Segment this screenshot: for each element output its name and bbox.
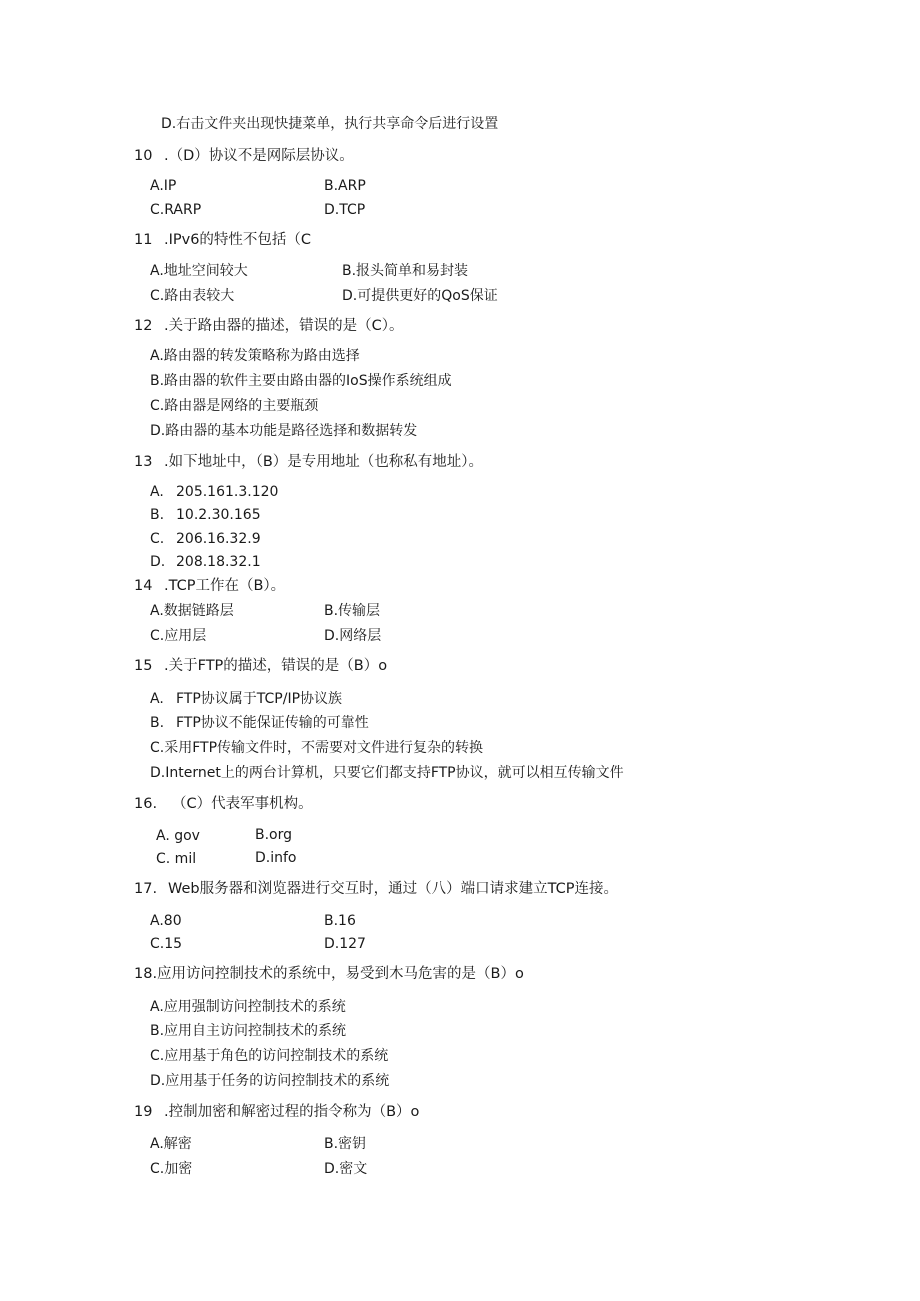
q12-option-b: B.路由器的软件主要由路由器的IoS操作系统组成 [150, 373, 452, 389]
q17-option-a: A.80 [150, 913, 182, 929]
question-number: 12 [134, 318, 153, 334]
option-value: FTP协议属于TCP/IP协议族 [176, 691, 343, 707]
question-text: .TCP工作在（B）。 [164, 578, 286, 594]
question-14 [134, 576, 285, 596]
q11-option-c: C.路由表较大 [150, 288, 235, 304]
q11-option-a: A.地址空间较大 [150, 263, 248, 279]
question-13 [134, 452, 483, 472]
question-17 [134, 879, 618, 899]
q17-option-b: B.16 [324, 913, 356, 929]
question-text: .如下地址中，（B）是专用地址（也称私有地址）。 [164, 454, 484, 470]
question-15 [134, 656, 387, 676]
question-number: 17. [134, 881, 158, 897]
question-text: .关于路由器的描述，错误的是（C）。 [164, 318, 404, 334]
question-number: 19 [134, 1104, 153, 1120]
q15-option-b [150, 713, 369, 733]
q14-option-d: D.网络层 [324, 628, 382, 644]
question-16 [134, 794, 313, 814]
q13-option-b [150, 505, 261, 525]
option-letter: C. [150, 531, 165, 547]
question-text: （C）代表军事机构。 [172, 796, 313, 812]
q10-option-d: D.TCP [324, 202, 366, 218]
q18-option-c: C.应用基于角色的访问控制技术的系统 [150, 1048, 389, 1064]
question-number: 16. [134, 796, 158, 812]
q17-option-c: C.15 [150, 936, 183, 952]
question-number: 13 [134, 454, 153, 470]
q9-option-d: D.右击文件夹出现快捷菜单，执行共享命令后进行设置 [161, 116, 499, 132]
question-text: .控制加密和解密过程的指令称为（B）o [164, 1104, 420, 1120]
q16-option-c: C. mil [156, 851, 197, 867]
question-11 [134, 230, 311, 250]
option-value: FTP协议不能保证传输的可靠性 [176, 715, 369, 731]
q13-option-d [150, 552, 261, 572]
option-value: 10.2.30.165 [176, 507, 261, 523]
question-number: 15 [134, 658, 153, 674]
q19-option-d: D.密文 [324, 1161, 368, 1177]
q10-option-c: C.RARP [150, 202, 202, 218]
q11-option-d: D.可提供更好的QoS保证 [342, 288, 498, 304]
q16-option-d: D.info [255, 850, 297, 866]
question-12 [134, 316, 403, 336]
question-19 [134, 1102, 419, 1122]
q10-option-a: A.IP [150, 178, 177, 194]
question-number: 10 [134, 148, 153, 164]
q15-option-c: C.采用FTP传输文件时，不需要对文件进行复杂的转换 [150, 740, 484, 756]
q13-option-c [150, 529, 261, 549]
q16-option-b: B.org [255, 827, 293, 843]
option-value: 205.161.3.120 [176, 484, 279, 500]
question-text: .IPv6的特性不包括（C [164, 232, 312, 248]
question-number: 11 [134, 232, 153, 248]
q19-option-c: C.加密 [150, 1161, 193, 1177]
q19-option-a: A.解密 [150, 1136, 192, 1152]
q12-option-d: D.路由器的基本功能是路径选择和数据转发 [150, 423, 418, 439]
q14-option-b: B.传输层 [324, 603, 381, 619]
q18-option-d: D.应用基于任务的访问控制技术的系统 [150, 1073, 390, 1089]
question-10 [134, 146, 354, 166]
option-letter: A. [150, 691, 164, 707]
q10-option-b: B.ARP [324, 178, 366, 194]
question-18: 18.应用访问控制技术的系统中，易受到木马危害的是（B）o [134, 966, 524, 982]
question-text: Web服务器和浏览器进行交互时，通过（八）端口请求建立TCP连接。 [168, 881, 618, 897]
q15-option-a [150, 689, 342, 709]
q18-option-b: B.应用自主访问控制技术的系统 [150, 1023, 347, 1039]
q15-option-d: D.Internet上的两台计算机，只要它们都支持FTP协议，就可以相互传输文件 [150, 765, 624, 781]
q11-option-b: B.报头简单和易封装 [342, 263, 469, 279]
question-text: .关于FTP的描述，错误的是（B）o [164, 658, 388, 674]
q12-option-a: A.路由器的转发策略称为路由选择 [150, 348, 360, 364]
option-value: 208.18.32.1 [176, 554, 261, 570]
q14-option-a: A.数据链路层 [150, 603, 234, 619]
option-letter: B. [150, 507, 165, 523]
q16-option-a: A. gov [156, 828, 200, 844]
option-letter: B. [150, 715, 165, 731]
option-value: 206.16.32.9 [176, 531, 261, 547]
q12-option-c: C.路由器是网络的主要瓶颈 [150, 398, 319, 414]
question-number: 14 [134, 578, 153, 594]
q14-option-c: C.应用层 [150, 628, 207, 644]
option-letter: A. [150, 484, 164, 500]
q17-option-d: D.127 [324, 936, 366, 952]
question-text: .（D）协议不是网际层协议。 [164, 148, 354, 164]
q13-option-a [150, 482, 278, 502]
option-letter: D. [150, 554, 166, 570]
q19-option-b: B.密钥 [324, 1136, 367, 1152]
q18-option-a: A.应用强制访问控制技术的系统 [150, 999, 346, 1015]
